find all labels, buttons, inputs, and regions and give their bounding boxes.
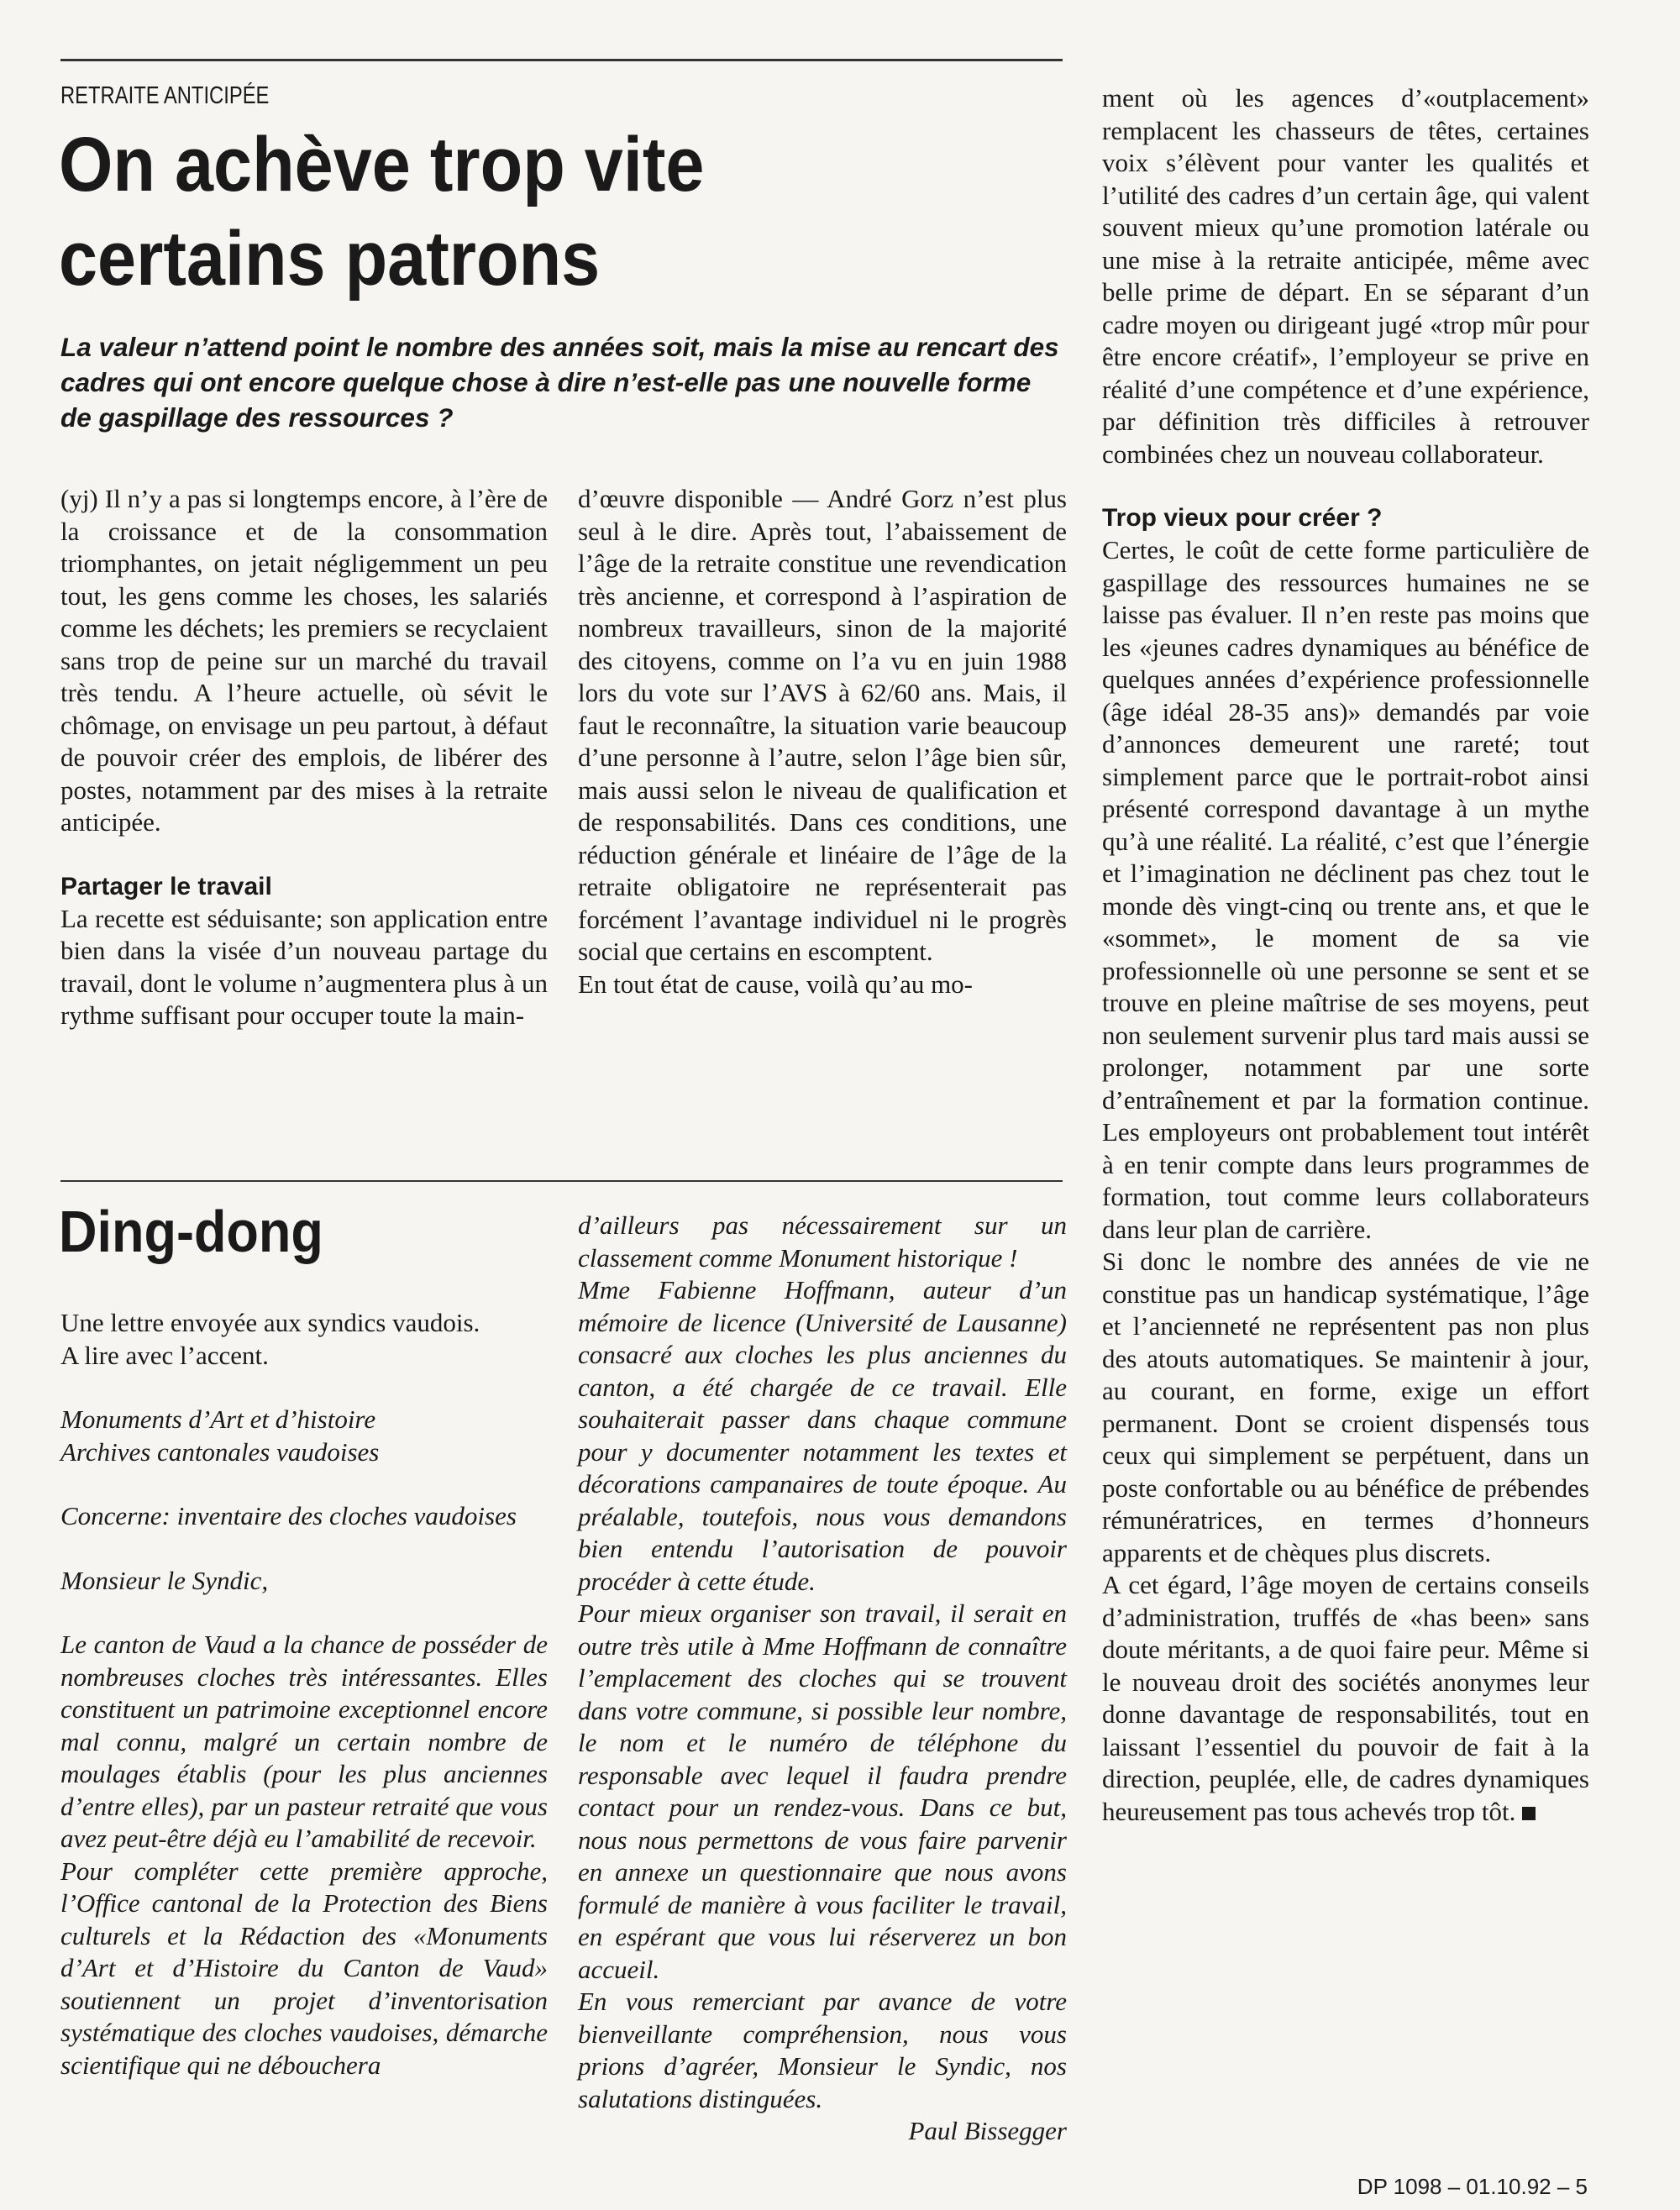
body-paragraph: En tout état de cause, voilà qu’au mo- [578,969,974,999]
article2-title: Ding-dong [59,1199,323,1264]
body-paragraph: d’œuvre disponible — André Gorz n’est plus seul à le dire. Après tout, l’abaissement de l’âge de la retraite constitue une revendication très ancienne, et correspond à l’aspiration de nombreux travailleurs, sinon de la majorité des citoyens, comme on l’a vu en juin 1988 lors du vote sur l’AVS à 62/60 ans. Mais, il faut le reconnaître, la situation varie beaucoup d’une personne à l’autre, selon l’âge bien sûr, mais aussi selon le niveau de qualification et de responsabilités. Dans ces conditions, une réduction générale et linéaire de l’âge de la retraite obligatoire ne représenterait pas forcément l’avantage individuel ni le progrès social que certains en escomptent. [578,484,1067,966]
intro-text: A lire avec l’accent. [60,1340,269,1370]
sender-line: Monuments d’Art et d’histoire [60,1404,376,1434]
article-kicker: RETRAITE ANTICIPÉE [60,82,270,109]
body-paragraph: ment où les agences d’«outplacement» remplacent les chasseurs de têtes, certaines voix s’élèvent pour vanter les qualités et l’utilité des cadres d’un certain âge, qui valent souvent mieux qu’une promotion latérale ou une mise à la retraite anticipée, même avec belle prime de départ. En se séparant d’un cadre moyen ou dirigeant jugé «trop mûr pour être encore créatif», l’employeur se prive en réalité d’une compétence et d’une expérience, par définition très difficiles à retrouver combinées chez un nouveau collaborateur. [1102,83,1589,469]
body-paragraph: (yj) Il n’y a pas si longtemps encore, à l’ère de la croissance et de la consommation triomphantes, on jetait négligemment un peu tout, les gens comme les choses, les salariés comme les déchets; les premiers se recyclaient sans trop de peine sur un marché du travail très tendu. A l’heure actuelle, où sévit le chômage, on envisage un peu partout, à défaut de pouvoir créer des emplois, de libérer des postes, notamment par des mises à la retraite anticipée. [60,484,548,837]
subheading: Partager le travail [60,872,272,900]
article1-column-1 [60,483,548,1032]
body-paragraph: Certes, le coût de cette forme particulière de gaspillage des ressources humaines ne se laisse pas évaluer. Il n’en reste pas moins que les «jeunes cadres dynamiques au bénéfice de quelques années d’expérience professionnelle (âge idéal 28-35 ans)» demandés par voie d’annonces demeurent une rareté; tout simplement parce que le portrait-robot ainsi présenté correspond davantage à un mythe qu’à une réalité. La réalité, c’est que l’énergie et l’imagination ne déclinent pas chez tout le monde dès vingt-cinq ou trente ans, et que le «sommet», le moment de sa vie professionnelle où une personne se sent et se trouve en pleine maîtrise de ses moyens, peut non seulement survenir plus tard mais aussi se prolonger, notamment par une sorte d’entraînement et par la formation continue. Les employeurs ont probablement tout intérêt à en tenir compte dans leurs programmes de formation, tout comme leurs collaborateurs dans leur plan de carrière. [1102,535,1589,1244]
signature: Paul Bissegger [908,2116,1067,2145]
article2-column-2 [578,1210,1067,2148]
letter-paragraph: Pour mieux organiser son travail, il serait en outre très utile à Mme Hoffmann de connaître l’emplacement des cloches qui se trouvent dans votre commune, si possible leur nombre, le nom et le numéro de téléphone du responsable avec lequel il faudra prendre contact pour un rendez-vous. Dans ce but, nous nous permettons de vous faire parvenir en annexe un questionnaire que nous avons formulé de manière à vous faciliter le travail, en espérant que vous lui réserverez un bon accueil. [578,1598,1067,1984]
article2-column-1 [60,1307,548,2081]
article1-column-3 [1102,82,1589,1828]
concerne-line: Concerne: inventaire des cloches vaudoises [60,1501,517,1530]
body-paragraph-text: A cet égard, l’âge moyen de certains conseils d’administration, truffés de «has been» sans doute méritants, a de quoi faire peur. Même si le nouveau droit des sociétés anonymes leur donne davantage de responsabilités, tout en laissant l’essentiel du pouvoir de fait à la direction, peuplée, elle, de cadres dynamiques heureusement pas tous achevés trop tôt. [1102,1570,1589,1826]
top-rule [60,59,1063,61]
salutation: Monsieur le Syndic, [60,1565,269,1595]
section-rule [60,1180,1063,1182]
letter-paragraph: d’ailleurs pas nécessairement sur un classement comme Monument historique ! [578,1210,1067,1273]
article-lead: La valeur n’attend point le nombre des années soit, mais la mise au rencart des cadres qui ont encore quelque chose à dire n’est-elle pas une nouvelle forme de gaspillage des ressources ? [60,332,1059,433]
sender-line: Archives cantonales vaudoises [60,1436,380,1467]
letter-paragraph: Pour compléter cette première approche, l’Office cantonal de la Protection des Biens culturels et la Rédaction des «Monuments d’Art et d’Histoire du Canton de Vaud» soutiennent un projet d’inventorisation systématique des cloches vaudoises, démarche scientifique qui ne débouchera [60,1856,548,2080]
article-title: On achève trop vite certains patrons [59,122,705,302]
end-mark-icon [1522,1807,1536,1820]
body-paragraph [1102,1569,1589,1828]
intro-text: Une lettre envoyée aux syndics vaudois. [60,1308,480,1337]
page-footer: DP 1098 – 01.10.92 – 5 [1357,2174,1588,2199]
letter-paragraph: En vous remerciant par avance de votre bienveillante compréhension, nous vous prions d’agréer, Monsieur le Syndic, nos salutations distinguées. [578,1987,1067,2113]
letter-paragraph: Mme Fabienne Hoffmann, auteur d’un mémoire de licence (Université de Lausanne) consacré aux cloches les plus anciennes du canton, a été chargée de ce travail. Elle souhaiterait passer dans chaque commune pour y documenter notamment les textes et décorations campanaires de toute époque. Au préalable, toutefois, nous vous demandons bien entendu l’autorisation de pouvoir procéder à cette étude. [578,1275,1067,1596]
letter-paragraph: Le canton de Vaud a la chance de posséder de nombreuses cloches très intéressantes. Elles constituent un patrimoine exceptionnel encore mal connu, malgré un certain nombre de moulages établis (pour les plus anciennes d’entre elles), par un pasteur retraité que vous avez peut-être déjà eu l’amabilité de recevoir. [60,1630,548,1853]
body-paragraph: La recette est séduisante; son application entre bien dans la visée d’un nouveau partage du travail, dont le volume n’augmentera plus à un rythme suffisant pour occuper toute la main- [60,903,548,1030]
body-paragraph: Si donc le nombre des années de vie ne constitue pas un handicap systématique, l’âge et l’ancienneté ne représentent pas non plus des atouts automatiques. Se maintenir à jour, au courant, en forme, exige un effort permanent. Dont se croient dispensés tous ceux qui simplement se perpétuent, dans un poste confortable ou au bénéfice de prébendes rémunératrices, en termes d’honneurs apparents et de chèques plus discrets. [1102,1247,1589,1567]
article1-column-2 [578,483,1067,1000]
subheading: Trop vieux pour créer ? [1102,504,1383,532]
